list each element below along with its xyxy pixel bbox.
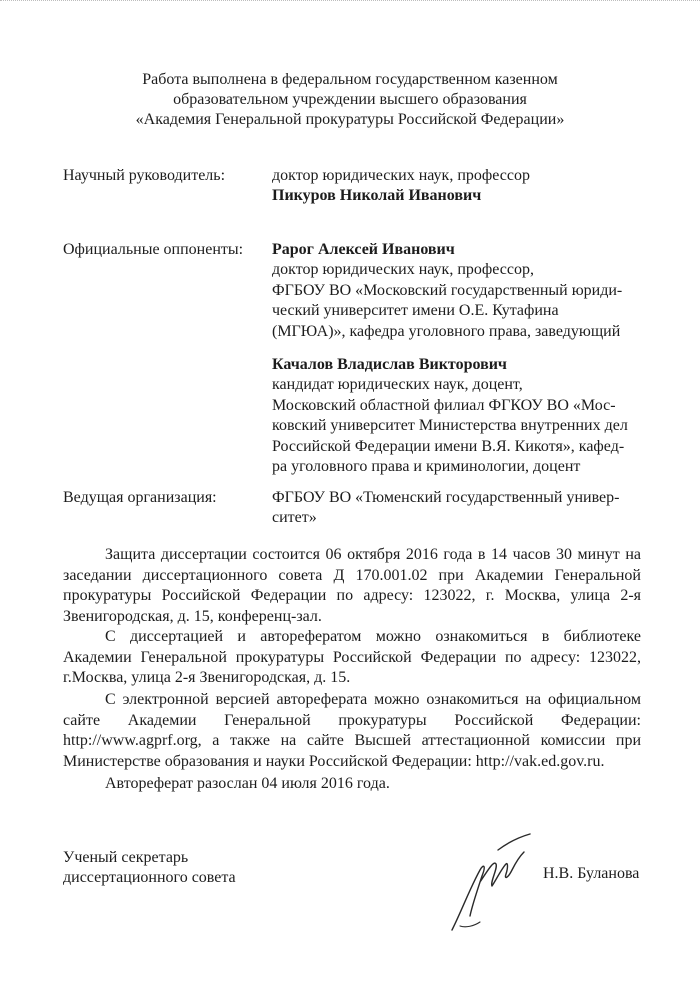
library-paragraph: С диссертацией и авторефератом можно ознакомиться в библиотеке Академии Генеральной прокуратуры Российской Федерации по адресу: 123022, г.Москва, улица 2-я Звенигородская, д. 15. <box>63 628 641 687</box>
header-line-2: образовательном учреждении высшего образования <box>173 91 527 108</box>
opponent-1-line: доктор юридических наук, профессор, <box>272 261 534 279</box>
leading-org-line: ФГБОУ ВО «Тюменский государственный универ- <box>272 489 620 506</box>
opponent-2-line: кандидат юридических наук, доцент, <box>272 376 523 394</box>
scan-edge-artifact <box>0 0 700 9</box>
defense-paragraph: Защита диссертации состоится 06 октября 2016 года в 14 часов 30 минут на заседании диссертационного совета Д 170.001.02 при Академии Генеральной прокуратуры Российской Федерации по адресу: 123022, г. Москва, улица 2-я Звенигородская, д. 15, конференц-зал. <box>63 546 641 625</box>
opponent-1-name: Рарог Алексей Иванович <box>272 241 455 258</box>
supervisor-block <box>272 166 642 207</box>
supervisor-label: Научный руководитель: <box>63 167 226 184</box>
opponent-2-line: Российской Федерации имени В.Я. Кикотя», кафед- <box>272 437 625 455</box>
header-line-3: «Академия Генеральной прокуратуры Российской Федерации» <box>135 111 565 128</box>
leading-org-line: ситет» <box>272 509 317 527</box>
supervisor-name: Пикуров Николай Иванович <box>272 187 482 205</box>
opponent-1-line: ческий университет имени О.Е. Кутафина <box>272 302 559 320</box>
opponent-2-line: ковский университет Министерства внутренних дел <box>272 417 628 435</box>
supervisor-degree: доктор юридических наук, профессор <box>272 167 530 184</box>
handwritten-signature <box>440 830 550 940</box>
online-version-paragraph: С электронной версией автореферата можно ознакомиться на официальном сайте Академии Генеральной прокуратуры Российской Федерации: http://www.agprf.org, а также на сайте Высшей аттестационной комиссии при Министерстве образования и науки Российской Федерации: http://vak.ed.gov.ru. <box>63 691 641 770</box>
secretary-title <box>63 848 236 888</box>
header-line-1: Работа выполнена в федеральном государственном казенном <box>142 71 558 88</box>
secretary-name: Н.В. Буланова <box>543 865 640 882</box>
opponent-2-line: Московский областной филиал ФГКОУ ВО «Мос- <box>272 396 616 414</box>
secretary-title-line-2: диссертационного совета <box>63 869 236 886</box>
secretary-title-line-1: Ученый секретарь <box>63 849 189 866</box>
opponent-2-line: ра уголовного права и криминологии, доцент <box>272 458 581 476</box>
leading-org-block <box>272 488 642 529</box>
opponent-2-block <box>272 355 642 477</box>
opponent-1-line: ФГБОУ ВО «Московский государственный юриди- <box>272 281 623 299</box>
sent-date-paragraph: Автореферат разослан 04 июля 2016 года. <box>105 775 390 792</box>
opponent-1-line: (МГЮА)», кафедра уголовного права, заведующий <box>272 322 621 340</box>
opponent-2-name: Качалов Владислав Викторович <box>272 356 507 373</box>
institution-header <box>0 70 700 130</box>
leading-org-label: Ведущая организация: <box>63 489 217 506</box>
opponents-label: Официальные оппоненты: <box>63 241 244 258</box>
opponent-1-block <box>272 240 642 342</box>
